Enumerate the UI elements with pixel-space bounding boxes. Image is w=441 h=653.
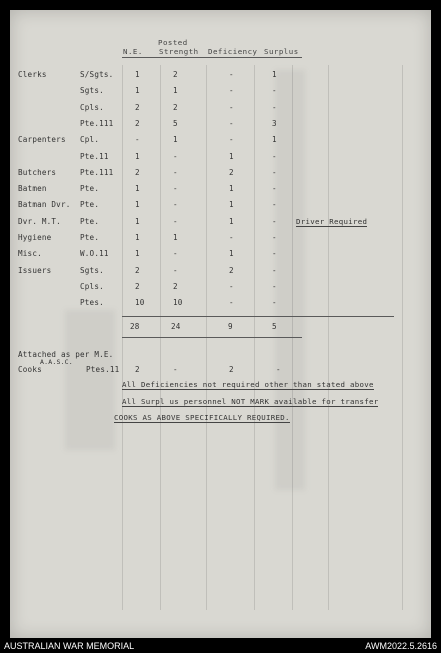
row-str: 1 xyxy=(173,86,178,96)
row-str: 1 xyxy=(173,233,178,242)
attached-strength: - xyxy=(173,365,178,374)
row-ne: 10 xyxy=(135,298,145,308)
row-def: - xyxy=(229,102,234,112)
row-group: Dvr. M.T. xyxy=(18,216,61,226)
row-str: 1 xyxy=(173,135,178,145)
header-strength: Strength xyxy=(159,47,199,56)
row-def: 1 xyxy=(229,184,234,194)
row-ne: - xyxy=(135,135,140,145)
attached-ne: 2 xyxy=(135,365,140,374)
row-rank: Pte.111 xyxy=(80,118,114,128)
row-rank: Ptes. xyxy=(80,298,104,308)
row-str: - xyxy=(173,151,178,161)
row-sur: - xyxy=(272,281,277,291)
note-deficiencies: All Deficiencies not required other than stated above xyxy=(122,380,374,389)
row-str: 10 xyxy=(173,298,183,308)
row-str: - xyxy=(173,265,178,275)
row-rank: Pte. xyxy=(80,184,100,194)
row-rank: Cpls. xyxy=(80,281,104,291)
row-sur: 1 xyxy=(272,70,277,79)
row-sur: - xyxy=(272,233,277,242)
row-ne: 2 xyxy=(135,167,140,177)
row-str: 5 xyxy=(173,118,178,128)
row-ne: 1 xyxy=(135,70,140,79)
row-rank: Pte.111 xyxy=(80,167,114,177)
total-rule-bottom xyxy=(122,337,302,338)
row-def: - xyxy=(229,135,234,145)
row-sur: - xyxy=(272,298,277,308)
row-ne: 1 xyxy=(135,233,140,242)
row-ne: 2 xyxy=(135,281,140,291)
row-sur: - xyxy=(272,265,277,275)
row-group: Hygiene xyxy=(18,233,52,242)
row-def: - xyxy=(229,118,234,128)
row-sur: 1 xyxy=(272,135,277,145)
header-ne: N.E. xyxy=(123,47,143,56)
row-group: Clerks xyxy=(18,70,47,79)
column-rule xyxy=(402,65,403,610)
row-rank: Pte.11 xyxy=(80,151,109,161)
row-ne: 1 xyxy=(135,86,140,96)
row-rank: Cpl. xyxy=(80,135,100,145)
header-surplus: Surplus xyxy=(264,47,299,56)
attached-group: Cooks xyxy=(18,365,42,374)
row-sur: - xyxy=(272,184,277,194)
attached-rank: Ptes.11 xyxy=(86,365,120,374)
row-sur: - xyxy=(272,249,277,259)
row-def: 2 xyxy=(229,265,234,275)
row-rank: Sgts. xyxy=(80,86,104,96)
row-def: 1 xyxy=(229,151,234,161)
row-sur: - xyxy=(272,200,277,210)
row-sur: - xyxy=(272,151,277,161)
row-ne: 2 xyxy=(135,265,140,275)
row-ne: 2 xyxy=(135,102,140,112)
header-deficiency: Deficiency xyxy=(208,47,258,56)
document-page xyxy=(10,10,431,638)
row-str: - xyxy=(173,167,178,177)
row-def: - xyxy=(229,70,234,79)
attached-deficiency: 2 xyxy=(229,365,234,374)
row-ne: 2 xyxy=(135,118,140,128)
row-str: 2 xyxy=(173,281,178,291)
row-group: Misc. xyxy=(18,249,42,259)
row-ne: 1 xyxy=(135,249,140,259)
total-rule-top xyxy=(122,316,394,317)
row-rank: S/Sgts. xyxy=(80,70,114,79)
row-def: 2 xyxy=(229,167,234,177)
footer-left: AUSTRALIAN WAR MEMORIAL xyxy=(4,641,135,651)
row-group: Carpenters xyxy=(18,135,66,145)
note-cooks: COOKS AS ABOVE SPECIFICALLY REQUIRED. xyxy=(114,413,290,422)
row-str: 2 xyxy=(173,102,178,112)
row-rank: Pte. xyxy=(80,233,100,242)
row-sur: - xyxy=(272,216,277,226)
row-def: - xyxy=(229,281,234,291)
header-underline xyxy=(122,57,302,58)
row-ne: 1 xyxy=(135,200,140,210)
paper-stain xyxy=(275,70,305,490)
row-ne: 1 xyxy=(135,151,140,161)
total-ne: 28 xyxy=(130,322,140,331)
paper-stain xyxy=(65,310,115,450)
row-def: 1 xyxy=(229,249,234,259)
row-rank: W.O.11 xyxy=(80,249,109,259)
row-group: Batmen xyxy=(18,184,47,194)
row-sur: - xyxy=(272,102,277,112)
row-str: - xyxy=(173,216,178,226)
row-rank: Cpls. xyxy=(80,102,104,112)
row-group: Batman Dvr. xyxy=(18,200,71,210)
row-rank: Pte. xyxy=(80,200,100,210)
row-group: Issuers xyxy=(18,265,52,275)
row-group: Butchers xyxy=(18,167,57,177)
row-sur: - xyxy=(272,167,277,177)
row-sur: - xyxy=(272,86,277,96)
column-rule xyxy=(328,65,329,610)
row-def: - xyxy=(229,298,234,308)
row-str: - xyxy=(173,249,178,259)
row-sur: 3 xyxy=(272,118,277,128)
note-surplus: All Surpl us personnel NOT MARK available for transfer xyxy=(122,397,379,406)
row-def: 1 xyxy=(229,216,234,226)
driver-required-note: Driver Required xyxy=(296,217,368,226)
total-deficiency: 9 xyxy=(228,322,233,331)
row-ne: 1 xyxy=(135,184,140,194)
attached-line1: Attached as per M.E. xyxy=(18,350,114,359)
total-strength: 24 xyxy=(171,322,181,331)
row-def: - xyxy=(229,86,234,96)
attached-line2: A.A.S.C. xyxy=(40,358,73,366)
header-posted: Posted xyxy=(158,38,188,47)
row-rank: Sgts. xyxy=(80,265,104,275)
total-surplus: 5 xyxy=(272,322,277,331)
attached-surplus: - xyxy=(276,365,281,374)
row-def: - xyxy=(229,233,234,242)
row-def: 1 xyxy=(229,200,234,210)
row-str: 2 xyxy=(173,70,178,79)
footer-right: AWM2022.5.2616 xyxy=(365,641,437,651)
row-str: - xyxy=(173,200,178,210)
row-str: - xyxy=(173,184,178,194)
row-ne: 1 xyxy=(135,216,140,226)
row-rank: Pte. xyxy=(80,216,100,226)
